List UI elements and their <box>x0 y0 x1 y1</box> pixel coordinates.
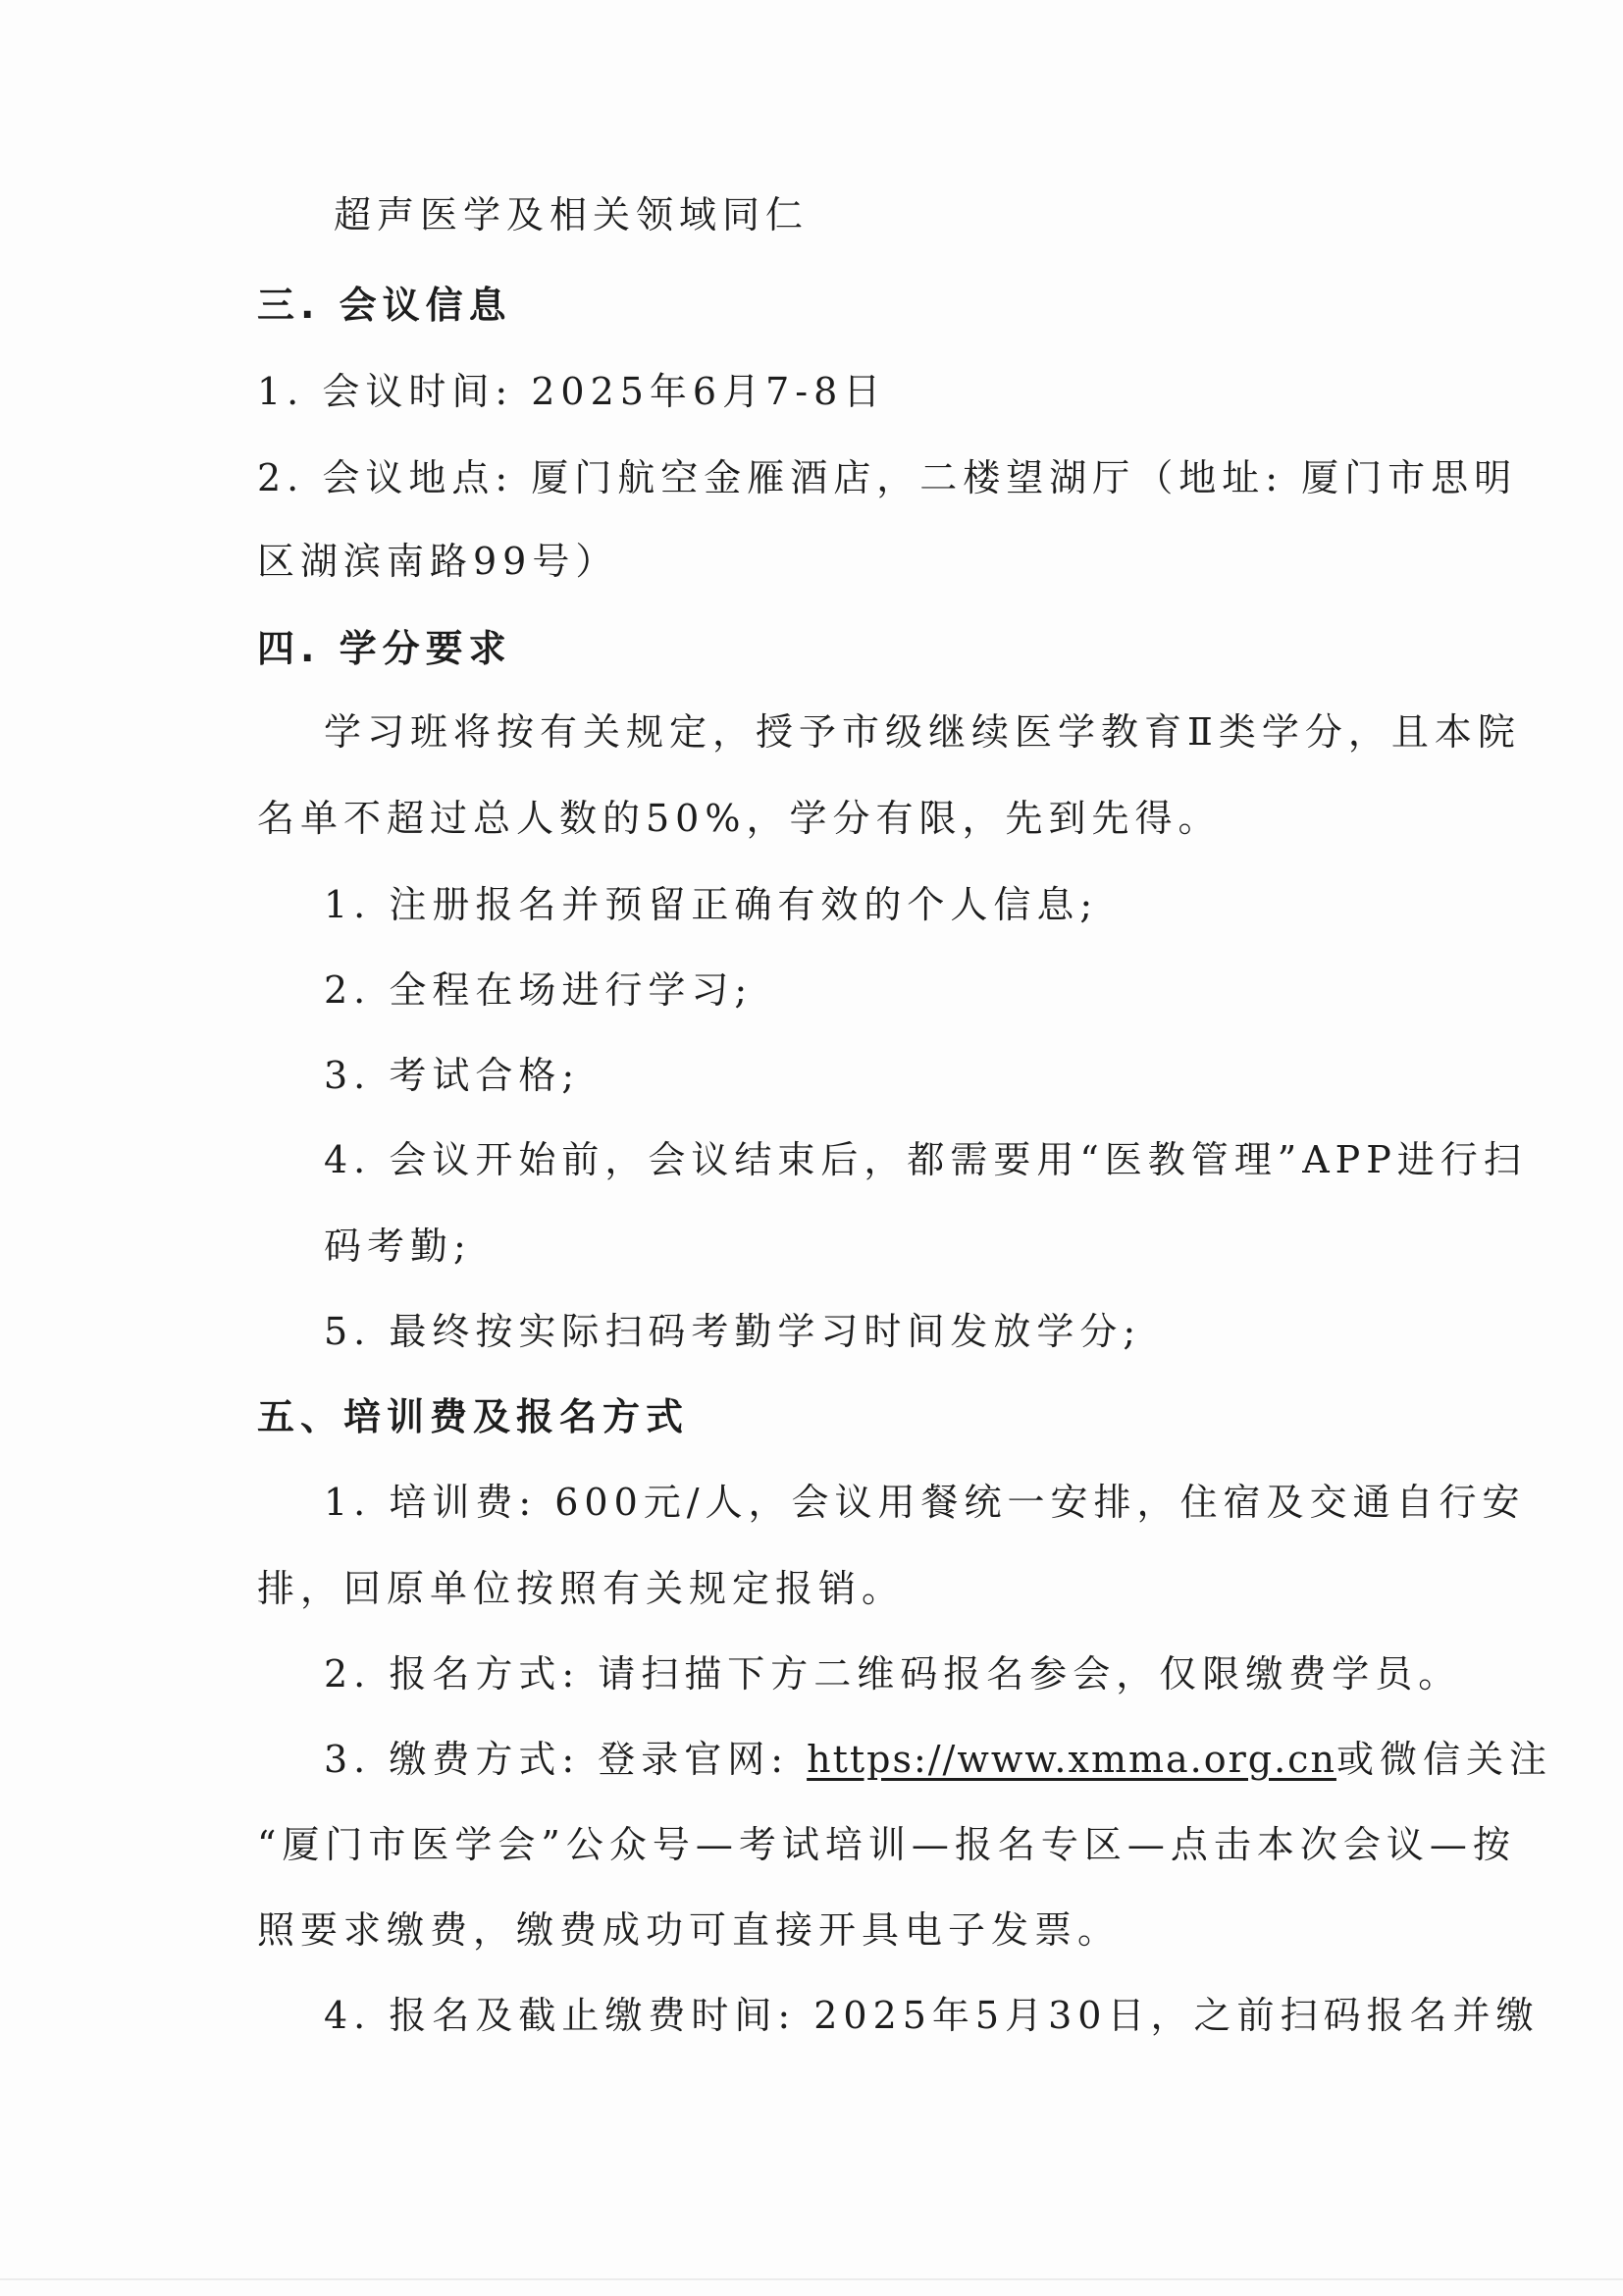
scan-edge-line <box>0 2278 1623 2280</box>
meeting-time: 1. 会议时间: 2025年6月7-8日 <box>257 370 887 413</box>
registration-deadline: 4. 报名及截止缴费时间: 2025年5月30日，之前扫码报名并缴 <box>324 1994 1540 2037</box>
section-heading-credit-requirements: 四. 学分要求 <box>257 627 512 670</box>
credit-item-3: 3. 考试合格; <box>324 1054 581 1097</box>
official-website-link[interactable]: https://www.xmma.org.cn <box>807 1738 1336 1781</box>
credit-item-4: 4. 会议开始前，会议结束后，都需要用“医教管理”APP进行扫 <box>324 1138 1527 1181</box>
meeting-location-continued: 区湖滨南路99号） <box>257 540 619 583</box>
training-fee-continued: 排，回原单位按照有关规定报销。 <box>257 1567 906 1610</box>
credit-item-1: 1. 注册报名并预留正确有效的个人信息; <box>324 883 1099 926</box>
audience-line: 超声医学及相关领域同仁 <box>334 193 810 236</box>
section-heading-meeting-info: 三. 会议信息 <box>257 284 512 327</box>
payment-method-wechat: 或微信关注 <box>1335 1738 1552 1781</box>
credit-paragraph: 学习班将按有关规定，授予市级继续医学教育Ⅱ类学分，且本院 <box>324 710 1521 754</box>
payment-method-label: 3. 缴费方式: 登录官网: <box>324 1738 808 1781</box>
credit-item-5: 5. 最终按实际扫码考勤学习时间发放学分; <box>324 1310 1142 1353</box>
credit-item-4-continued: 码考勤; <box>324 1225 472 1268</box>
credit-item-2: 2. 全程在场进行学习; <box>324 968 754 1012</box>
payment-method <box>324 1738 1552 1781</box>
registration-method: 2. 报名方式: 请扫描下方二维码报名参会，仅限缴费学员。 <box>324 1652 1462 1696</box>
payment-method-continued: “厦门市医学会”公众号—考试培训—报名专区—点击本次会议—按 <box>257 1823 1516 1866</box>
credit-paragraph-continued: 名单不超过总人数的50%，学分有限，先到先得。 <box>257 797 1222 840</box>
section-heading-fees-registration: 五、培训费及报名方式 <box>257 1395 690 1438</box>
payment-method-continued-2: 照要求缴费，缴费成功可直接开具电子发票。 <box>257 1908 1122 1952</box>
meeting-location: 2. 会议地点: 厦门航空金雁酒店，二楼望湖厅（地址: 厦门市思明 <box>257 456 1518 499</box>
training-fee: 1. 培训费: 600元/人，会议用餐统一安排，住宿及交通自行安 <box>324 1481 1526 1524</box>
